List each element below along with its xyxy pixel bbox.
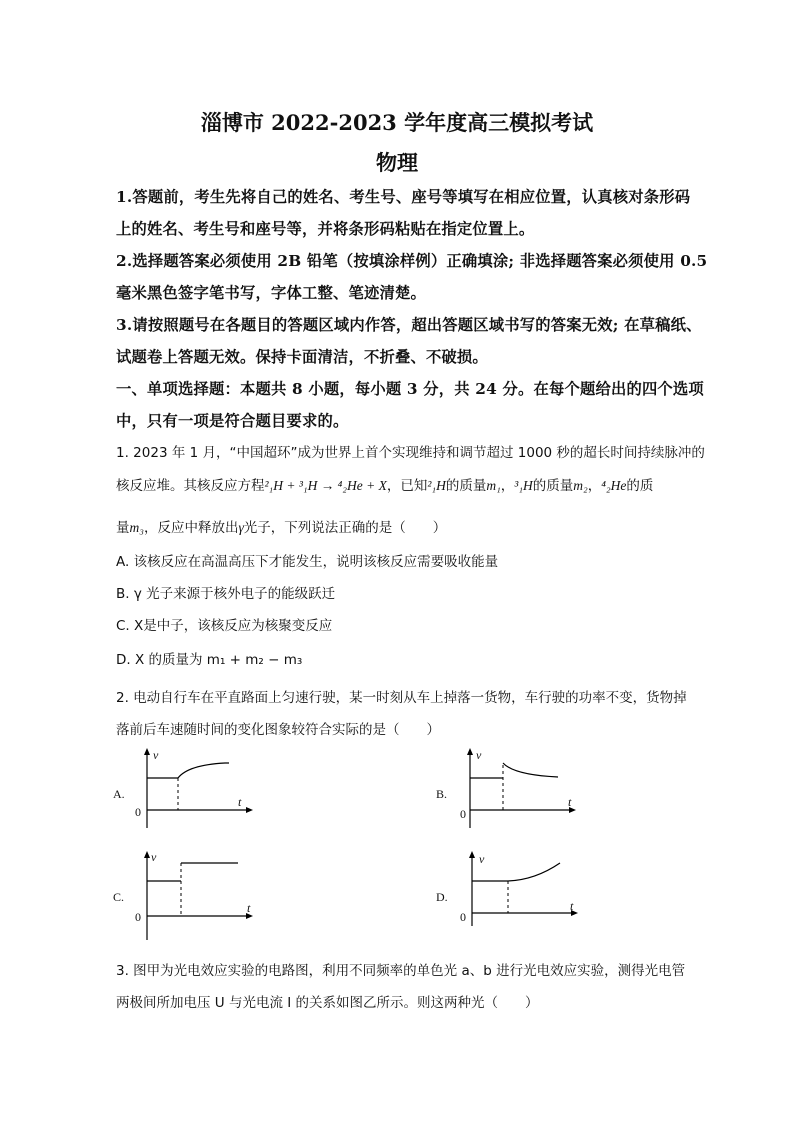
v-axis-arrow bbox=[469, 851, 475, 858]
graph-c-v-label: v bbox=[151, 850, 157, 864]
v-axis-arrow bbox=[144, 748, 150, 755]
graph-c-t-label: t bbox=[247, 901, 251, 915]
q1-stem-line bbox=[116, 516, 706, 536]
velocity-after bbox=[503, 763, 558, 777]
graph-b-label: B. bbox=[436, 787, 448, 801]
q1-option-d: D. X 的质量为 m₁ + m₂ − m₃ bbox=[116, 652, 303, 668]
mass-m1: m₁ bbox=[486, 478, 501, 493]
velocity-after bbox=[508, 863, 560, 881]
q1-text: 核反应堆。其核反应方程 bbox=[116, 478, 265, 494]
tritium-symbol: ³₁H bbox=[514, 478, 533, 493]
graph-c-label: C. bbox=[113, 890, 125, 904]
q1-text: 的质量 bbox=[532, 478, 574, 494]
graph-b-origin: 0 bbox=[460, 807, 466, 821]
v-axis-arrow bbox=[467, 748, 473, 755]
q1-text: 的质量 bbox=[445, 478, 487, 494]
velocity-after bbox=[178, 763, 229, 778]
graph-a-origin: 0 bbox=[135, 805, 141, 819]
subject-title: 物理 bbox=[376, 150, 418, 175]
instruction-line: 3.请按照题号在各题目的答题区域内作答，超出答题区域书写的答案无效; 在草稿纸、 bbox=[116, 316, 702, 334]
q1-option-c: C. X是中子，该核反应为核聚变反应 bbox=[116, 618, 333, 634]
graph-d-label: D. bbox=[436, 890, 448, 904]
graph-d bbox=[450, 848, 590, 928]
q1-stem-line: 核反应堆。其核反应方程²₁H + ³₁H → ⁴₂He + X，已知²₁H的质量m₁，³₁H的质量m₂，⁴₂He的质 bbox=[116, 478, 654, 494]
graph-b bbox=[448, 745, 588, 835]
graph-c bbox=[125, 848, 265, 943]
deuterium-symbol: ²₁H bbox=[427, 478, 446, 493]
instruction-line: 上的姓名、考生号和座号等，并将条形码粘贴在指定位置上。 bbox=[116, 220, 535, 238]
instruction-line: 1.答题前，考生先将自己的姓名、考生号、座号等填写在相应位置，认真核对条形码 bbox=[116, 188, 691, 206]
graph-b-t-label: t bbox=[568, 795, 572, 809]
graph-a bbox=[125, 745, 265, 835]
v-axis-arrow bbox=[144, 851, 150, 858]
instruction-line: 毫米黑色签字笔书写，字体工整、笔迹清楚。 bbox=[116, 284, 426, 302]
graph-d-v-label: v bbox=[479, 852, 485, 866]
nuclear-equation: ²₁H + ³₁H → ⁴₂He + X bbox=[264, 478, 387, 493]
graph-a-label: A. bbox=[113, 787, 125, 801]
helium-symbol: ⁴₂He bbox=[601, 478, 627, 493]
q2-stem-line: 2. 电动自行车在平直路面上匀速行驶，某一时刻从车上掉落一货物，车行驶的功率不变，货物掉 bbox=[116, 690, 687, 706]
section-heading: 一、单项选择题：本题共 8 小题，每小题 3 分，共 24 分。在每个题给出的四个选项 bbox=[116, 380, 704, 398]
graph-b-v-label: v bbox=[476, 748, 482, 762]
q1-text: ，反应中释放出 bbox=[143, 520, 239, 536]
q1-stem-line: 1. 2023 年 1 月，“中国超环”成为世界上首个实现维持和调节超过 1000 秒的超长时间持续脉冲的 bbox=[116, 445, 705, 461]
q1-text: ，已知 bbox=[386, 478, 428, 494]
mass-m2: m₂ bbox=[573, 478, 588, 493]
q1-option-b: B. γ 光子来源于核外电子的能级跃迁 bbox=[116, 586, 336, 602]
exam-title: 淄博市 2022-2023 学年度高三模拟考试 bbox=[200, 110, 594, 135]
t-axis-arrow bbox=[246, 807, 253, 813]
graph-a-v-label: v bbox=[153, 748, 159, 762]
q1-option-a: A. 该核反应在高温高压下才能发生，说明该核反应需要吸收能量 bbox=[116, 554, 499, 570]
gamma-symbol: γ bbox=[238, 520, 244, 535]
q3-stem-line: 两极间所加电压 U 与光电流 I 的关系如图乙所示。则这两种光（ ） bbox=[116, 995, 539, 1011]
q1-text: 的质 bbox=[626, 478, 654, 494]
instruction-line: 2.选择题答案必须使用 2B 铅笔（按填涂样例）正确填涂; 非选择题答案必须使用 0.5 bbox=[116, 252, 708, 270]
graph-a-t-label: t bbox=[238, 795, 242, 809]
q3-stem-line: 3. 图甲为光电效应实验的电路图，利用不同频率的单色光 a、b 进行光电效应实验，测得光电管 bbox=[116, 963, 686, 979]
graph-c-origin: 0 bbox=[135, 910, 141, 924]
graph-d-t-label: t bbox=[570, 899, 574, 913]
graph-d-origin: 0 bbox=[460, 910, 466, 924]
q2-stem-line: 落前后车速随时间的变化图象较符合实际的是（ ） bbox=[116, 722, 440, 738]
q1-text: 光子，下列说法正确的是（ ） bbox=[243, 520, 447, 536]
instruction-line: 试题卷上答题无效。保持卡面清洁，不折叠、不破损。 bbox=[116, 348, 488, 366]
mass-m3: m₃ bbox=[129, 520, 144, 535]
section-heading: 中，只有一项是符合题目要求的。 bbox=[116, 412, 349, 430]
q1-text: 量 bbox=[116, 520, 130, 536]
